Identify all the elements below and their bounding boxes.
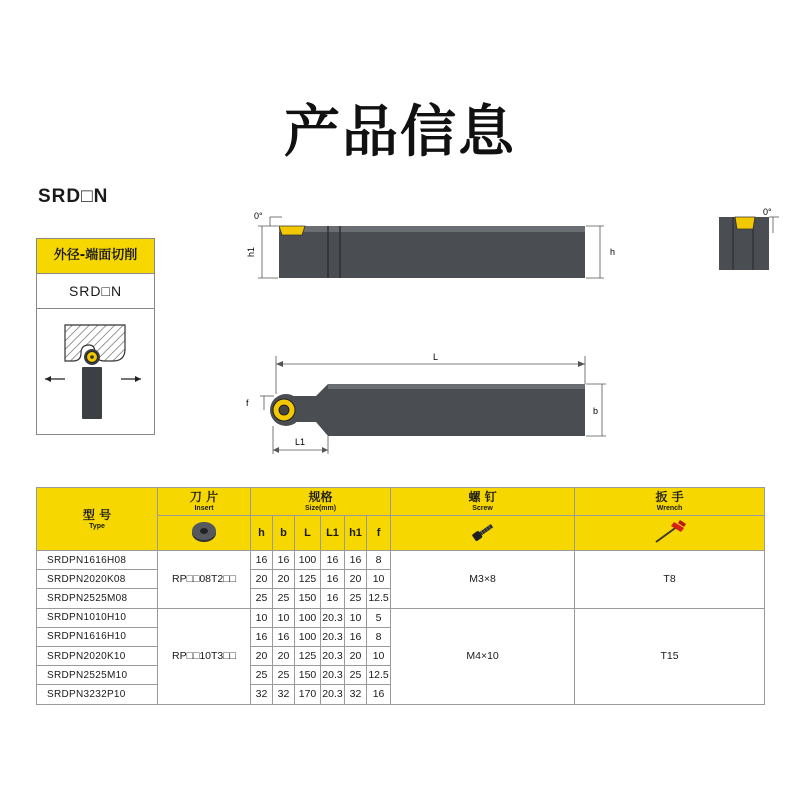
size-col-h1: h1 — [345, 516, 367, 551]
application-card — [36, 238, 155, 435]
L1-label: L1 — [295, 437, 306, 447]
type-cell: SRDPN2020K08 — [37, 570, 158, 589]
size-h-cell: 25 — [251, 589, 273, 608]
size-col-h: h — [251, 516, 273, 551]
size-b-cell: 16 — [273, 627, 295, 646]
size-h-cell: 25 — [251, 666, 273, 685]
size-h-cell: 16 — [251, 627, 273, 646]
size-l1-cell: 16 — [321, 589, 345, 608]
size-h-cell: 32 — [251, 685, 273, 704]
L-label: L — [433, 352, 439, 362]
screw-cell: M4×10 — [391, 608, 575, 704]
card-code: SRD□N — [37, 274, 154, 309]
f-label: f — [246, 398, 249, 408]
size-header: 规格 Size(mm) — [251, 488, 391, 516]
spec-table — [36, 487, 765, 705]
screw-cell: M3×8 — [391, 551, 575, 609]
insert-header: 刀 片 Insert — [158, 488, 251, 516]
machining-diagram — [37, 309, 154, 434]
size-l-cell: 100 — [295, 551, 321, 570]
size-b-cell: 20 — [273, 570, 295, 589]
h-label: h — [610, 247, 616, 257]
h1-label: h1 — [246, 246, 256, 257]
size-l-cell: 125 — [295, 646, 321, 665]
table-row — [37, 608, 765, 627]
size-h1-cell: 16 — [345, 627, 367, 646]
size-f-cell: 10 — [367, 570, 391, 589]
size-h1-cell: 32 — [345, 685, 367, 704]
size-l-cell: 100 — [295, 608, 321, 627]
size-l1-cell: 20.3 — [321, 646, 345, 665]
table-row — [37, 551, 765, 570]
size-h1-cell: 16 — [345, 551, 367, 570]
tool-side-view — [240, 205, 620, 290]
size-l1-cell: 16 — [321, 551, 345, 570]
size-col-b: b — [273, 516, 295, 551]
size-l1-cell: 20.3 — [321, 666, 345, 685]
spec-table-body — [37, 551, 765, 705]
size-f-cell: 16 — [367, 685, 391, 704]
size-b-cell: 25 — [273, 666, 295, 685]
size-f-cell: 12.5 — [367, 666, 391, 685]
torx-screw-icon — [468, 520, 498, 544]
size-l-cell: 170 — [295, 685, 321, 704]
size-b-cell: 10 — [273, 608, 295, 627]
size-col-f: f — [367, 516, 391, 551]
insert-cell: RP□□08T2□□ — [158, 551, 251, 609]
type-cell: SRDPN3232P10 — [37, 685, 158, 704]
size-f-cell: 8 — [367, 627, 391, 646]
type-cell: SRDPN2525M08 — [37, 589, 158, 608]
size-h-cell: 10 — [251, 608, 273, 627]
insert-icon-cell — [158, 516, 251, 551]
size-f-cell: 10 — [367, 646, 391, 665]
size-l1-cell: 16 — [321, 570, 345, 589]
b-label: b — [593, 406, 599, 416]
tool-end-view — [705, 205, 785, 275]
size-h-cell: 20 — [251, 646, 273, 665]
type-cell: SRDPN2525M10 — [37, 666, 158, 685]
size-f-cell: 12.5 — [367, 589, 391, 608]
tool-top-view — [240, 340, 620, 460]
size-f-cell: 5 — [367, 608, 391, 627]
type-cell: SRDPN1010H10 — [37, 608, 158, 627]
type-header: 型 号 Type — [37, 488, 158, 551]
wrench-icon-cell — [575, 516, 765, 551]
size-h1-cell: 25 — [345, 666, 367, 685]
size-l1-cell: 20.3 — [321, 627, 345, 646]
type-cell: SRDPN1616H10 — [37, 627, 158, 646]
torx-wrench-icon — [650, 518, 690, 546]
size-b-cell: 25 — [273, 589, 295, 608]
insert-cell: RP□□10T3□□ — [158, 608, 251, 704]
wrench-cell: T15 — [575, 608, 765, 704]
size-l1-cell: 20.3 — [321, 608, 345, 627]
screw-header: 螺 钉 Screw — [391, 488, 575, 516]
model-code: SRD□N — [38, 186, 109, 207]
wrench-cell: T8 — [575, 551, 765, 609]
size-h-cell: 16 — [251, 551, 273, 570]
screw-icon-cell — [391, 516, 575, 551]
size-l-cell: 100 — [295, 627, 321, 646]
size-h1-cell: 10 — [345, 608, 367, 627]
card-heading: 外径-端面切削 — [37, 239, 154, 274]
size-l1-cell: 20.3 — [321, 685, 345, 704]
angle-label: 0° — [254, 211, 263, 221]
size-l-cell: 150 — [295, 666, 321, 685]
size-b-cell: 20 — [273, 646, 295, 665]
size-f-cell: 8 — [367, 551, 391, 570]
size-col-L: L — [295, 516, 321, 551]
end-angle-label: 0° — [763, 207, 772, 217]
type-cell: SRDPN2020K10 — [37, 646, 158, 665]
size-h1-cell: 25 — [345, 589, 367, 608]
size-l-cell: 125 — [295, 570, 321, 589]
size-b-cell: 16 — [273, 551, 295, 570]
size-b-cell: 32 — [273, 685, 295, 704]
size-h1-cell: 20 — [345, 646, 367, 665]
size-col-L1: L1 — [321, 516, 345, 551]
size-h1-cell: 20 — [345, 570, 367, 589]
wrench-header: 扳 手 Wrench — [575, 488, 765, 516]
size-l-cell: 150 — [295, 589, 321, 608]
size-h-cell: 20 — [251, 570, 273, 589]
type-cell: SRDPN1616H08 — [37, 551, 158, 570]
page-title: 产品信息 — [284, 100, 516, 165]
round-insert-icon — [190, 520, 218, 544]
